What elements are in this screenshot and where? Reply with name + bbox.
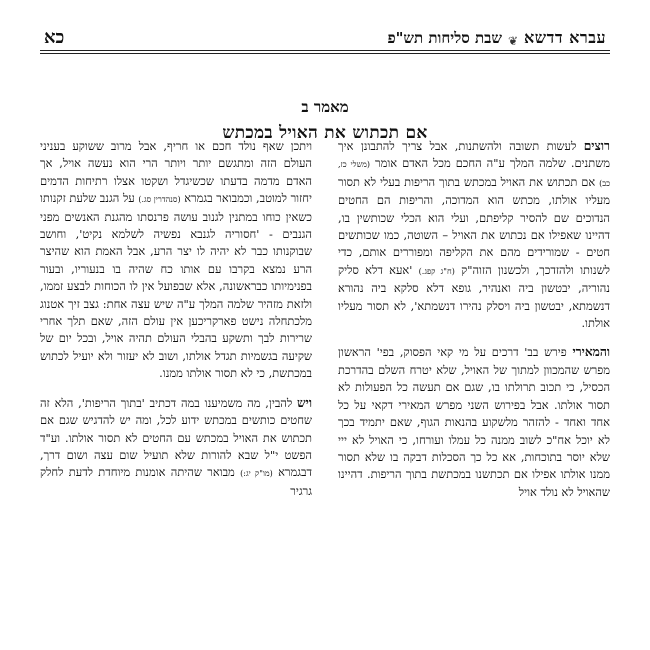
paragraph	[40, 138, 312, 383]
paragraph-lead-word: ויש	[297, 395, 312, 410]
paragraph-text: 'אעא דלא סליק נהוריה, יבטשון ביה ואנהיר, גופא דלא סלקא ביה נהורא דנשמתא, יבטשון ביה ויסלק נהירו דנשמתא', לא תסור מעליו אולתו.	[338, 262, 610, 331]
paragraph-text: להבין, מה משמיענו במה דכתיב 'בתוך הריפות', הלא זה שחטים כותשים במכתש ידוע לכל, ומה יש להדגיש שגם אם תכתוש את האויל במכתש עם החטים לא תסור אולתו. וע"ד הפשט י"ל שבא להורות שלא תועיל שום עצה ושום דרך, דבגמרא	[40, 395, 312, 480]
chapter-label: מאמר ב	[301, 98, 349, 116]
header-rule-thick	[40, 50, 610, 51]
flourish-icon: ❦	[507, 34, 519, 48]
chapter-heading: אם תכתוש את האויל במכתש	[222, 123, 428, 143]
header-page-group	[44, 27, 64, 48]
paragraph	[40, 395, 312, 500]
paragraph-text: לעשות תשובה ולהשתנות, אבל צריך להתבונן איך משתנים. שלמה המלך ע"ה החכם מכל האדם אומר	[338, 139, 611, 171]
paragraph-text: אם תכתוש את האויל במכתש בתוך הריפות בעלי לא תסור מעליו אולתו, מכתש הוא המדוכה, והריפות הם החטים הנדוכים שם להסיר קליפתם, ועלי הוא הכלי שכותשין בו, דהיינו שאפילו אם נכתוש את האויל – השוטה, כמו שכותשים חטים - שמורידים מהם את הקליפה ומפוררים אותם, כדי לשנותו ולהזדכך, ולכשנון הזוה"ק	[338, 174, 611, 277]
paragraph-text: פירש בב' דרכים על מי קאי הפסוק, בפי' הראשון מפרש שהמכוון למתוך של האויל, שלא יטרח השלם בהדרכת הכסיל, כי תכוב תרולתו בו, שגם אם תעשה כל הפעולות לא תסור אולתו. אבל בפירוש השני מפרש המאירי דקאי על כל אחד ואחד - להזהר מלשקוע בהנאות הגוף, שאם יתמיד בכך לא יוכל אח"כ לשוב ממנה כל עמלו ועורחו, כי האויל לא ייי שלא יוסר בתוכחות, אא כל כך הסכלות דבקה בו שלא תסור ממנו אולתו אפילו אם תכתשנו במכתשת בתוך הריפות. דהיינו שהאויל לא נולד אויל	[338, 345, 610, 499]
paragraph	[338, 138, 610, 332]
source-citation: (משלי כז, כב)	[338, 160, 610, 188]
section-subtitle: שבת סליחות תש"פ	[387, 29, 502, 47]
text-columns	[40, 138, 610, 513]
paragraph-text: על הגנב שלעת זקנותו כשאין כוחו במתנין לגנוב עושה פרנסתו מהגנת האנשים מפני הגנבים - 'חסוריה לגנבא נפשיה לשלמא נקיט', וחושב שבוקנותו כבר לא יהיה לו יצר הרע, אבל האמת הוא שהיצר הרע נמצא בקרבו עם אותו כח שהיה בו בנעוריו, ובעור בפנימיותו כבראשונה, אלא שבפועל אין לו הכוחות לבצע זממו, ולזאת מזהיר שלמה המלך ע"ה שיש עצה אחת: גצב זיך אטנוג מלכתחלה נישט פארקריכען אין עולם הזה, שאם תלך אחרי שרירות לבך ותשקע בהבלי העולם תהיה אויל, ובכל יום של שקיעה בגשמיות תגדל אולתו, ושוב לא יעזור ולא יועיל לכתוש במכתשת, כי לא תסור אולתו ממנו.	[40, 191, 312, 381]
paragraph-lead-word: רוצים	[583, 139, 610, 153]
paragraph	[338, 344, 610, 501]
left-column	[40, 138, 312, 513]
source-citation: (ח"ג קפג.)	[418, 266, 455, 276]
chapter-titles	[40, 98, 610, 143]
right-column	[338, 138, 610, 513]
running-header	[40, 22, 610, 48]
paragraph-text: מבואר שהיתה אומנות מיוחדת לדעת לחלק גרגיר	[40, 465, 312, 498]
paragraph-text: ויתכן שאף נולד חכם או חריף, אבל מרוב ששוקע בעניני העולם הזה ומתגשם יותר ויותר הרי הוא נעשה אויל, אך האדם מדמה בדעתו שכשיגדל ושקטו אצלו רתיחות הדמים יחזור למוטב, וכמבואר בגמרא	[40, 139, 312, 206]
page-number: כא	[44, 27, 65, 48]
book-title: עברא דדשא	[524, 28, 606, 47]
header-title-group	[387, 28, 606, 48]
paragraph-lead-word: והמאירי	[572, 345, 610, 360]
source-citation: (מו"ק יג:)	[240, 469, 273, 479]
header-rule-thin	[40, 53, 610, 54]
source-citation: (סנהדרין סג.)	[138, 195, 181, 205]
